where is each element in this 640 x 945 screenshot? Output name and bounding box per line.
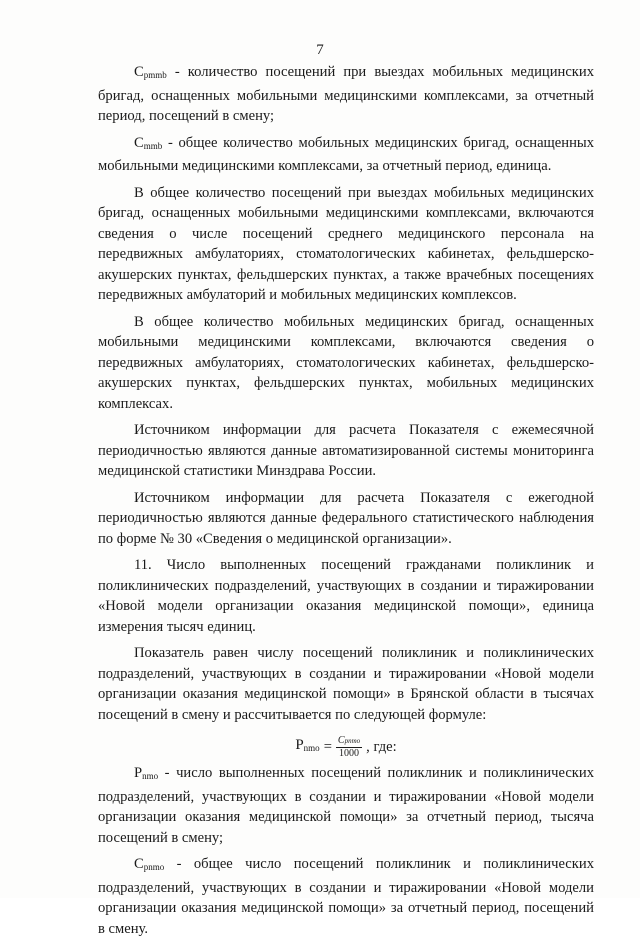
formula-suffix: , где: [366,738,397,755]
definition-text: - общее количество мобильных медицинских бригад, оснащенных мобильными медицинскими комплексами, за отчетный период, единица. [98,134,594,174]
variable-subscript: nmo [142,771,159,781]
formula-lhs-var: P [295,737,304,753]
formula-numerator-sub: pnmo [344,736,361,745]
document-body [98,62,594,945]
definition-p-nmo [98,763,594,848]
definition-text: - общее число посещений поликлиник и поликлинических подразделений, участвующих в создании и тиражировании «Новой модели организации оказания медицинской помощи» за отчетный период, посещений в смену. [98,856,594,937]
definition-c-pnmo [98,854,594,939]
variable-symbol: C [134,134,144,151]
variable-subscript: pnmo [143,862,165,872]
definition-text: - количество посещений при выездах мобильных медицинских бригад, оснащенных мобильными медицинскими комплексами, за отчетный период, посещений в смену; [98,64,594,124]
paragraph-annual-source: Источником информации для расчета Показателя с ежегодной периодичностью являются данные федерального статистического наблюдения по форме № 30 «Сведения о медицинской организации». [98,489,594,547]
paragraph-item-11: 11. Число выполненных посещений гражданами поликлиник и поликлинических подразделений, участвующих в создании и тиражировании «Новой модели организации оказания медицинской помощи», единица измерения тысяч единиц. [98,557,594,635]
definition-text: - число выполненных посещений поликлиник и поликлинических подразделений, участвующих в создании и тиражировании «Новой модели организации оказания медицинской помощи» за отчетный период, тысяча посещений в смену; [98,765,594,846]
formula-equals: = [323,738,332,755]
variable-subscript: pmmb [143,70,167,80]
paragraph-indicator-formula-intro: Показатель равен числу посещений поликлиник и поликлинических подразделений, участвующих в создании и тиражировании «Новой модели организации оказания медицинской помощи» в Брянской области в тысячах посещений в смену и рассчитывается по следующей формуле: [98,645,594,723]
formula-lhs-sub: nmo [303,743,320,753]
variable-subscript: mmb [143,140,163,151]
variable-symbol: C [134,856,144,872]
variable-symbol: P [134,765,143,781]
formula-fraction [336,735,362,759]
definition-c-mmb [98,133,594,177]
paragraph-monthly-source: Источником информации для расчета Показателя с ежемесячной периодичностью являются данные автоматизированной системы мониторинга медицинской статистики Минздрава России. [98,422,594,479]
paragraph-brigades-content: В общее количество мобильных медицинских бригад, оснащенных мобильными медицинскими комплексами, включаются сведения о передвижных амбулаториях, стоматологических кабинетах, фельдшерско-акушерских пунктах, фельдшерских пунктах, мобильных медицинских комплексах. [98,313,594,412]
formula-numerator: C [337,734,345,746]
formula-denominator: 1000 [339,747,360,759]
formula [98,731,594,759]
definition-c-pmmb [98,62,594,127]
paragraph-visits-content: В общее количество посещений при выездах мобильных медицинских бригад, оснащенных мобильными медицинскими комплексами, включаются сведения о числе посещений среднего медицинского персонала на передвижных амбулаториях, стоматологических кабинетах, фельдшерско-акушерских пунктах, фельдшерских пунктах, а также врачебных посещениях передвижных амбулаторий и мобильных медицинских комплексов. [98,184,594,303]
variable-symbol: C [134,64,144,80]
page-number: 7 [316,42,324,58]
